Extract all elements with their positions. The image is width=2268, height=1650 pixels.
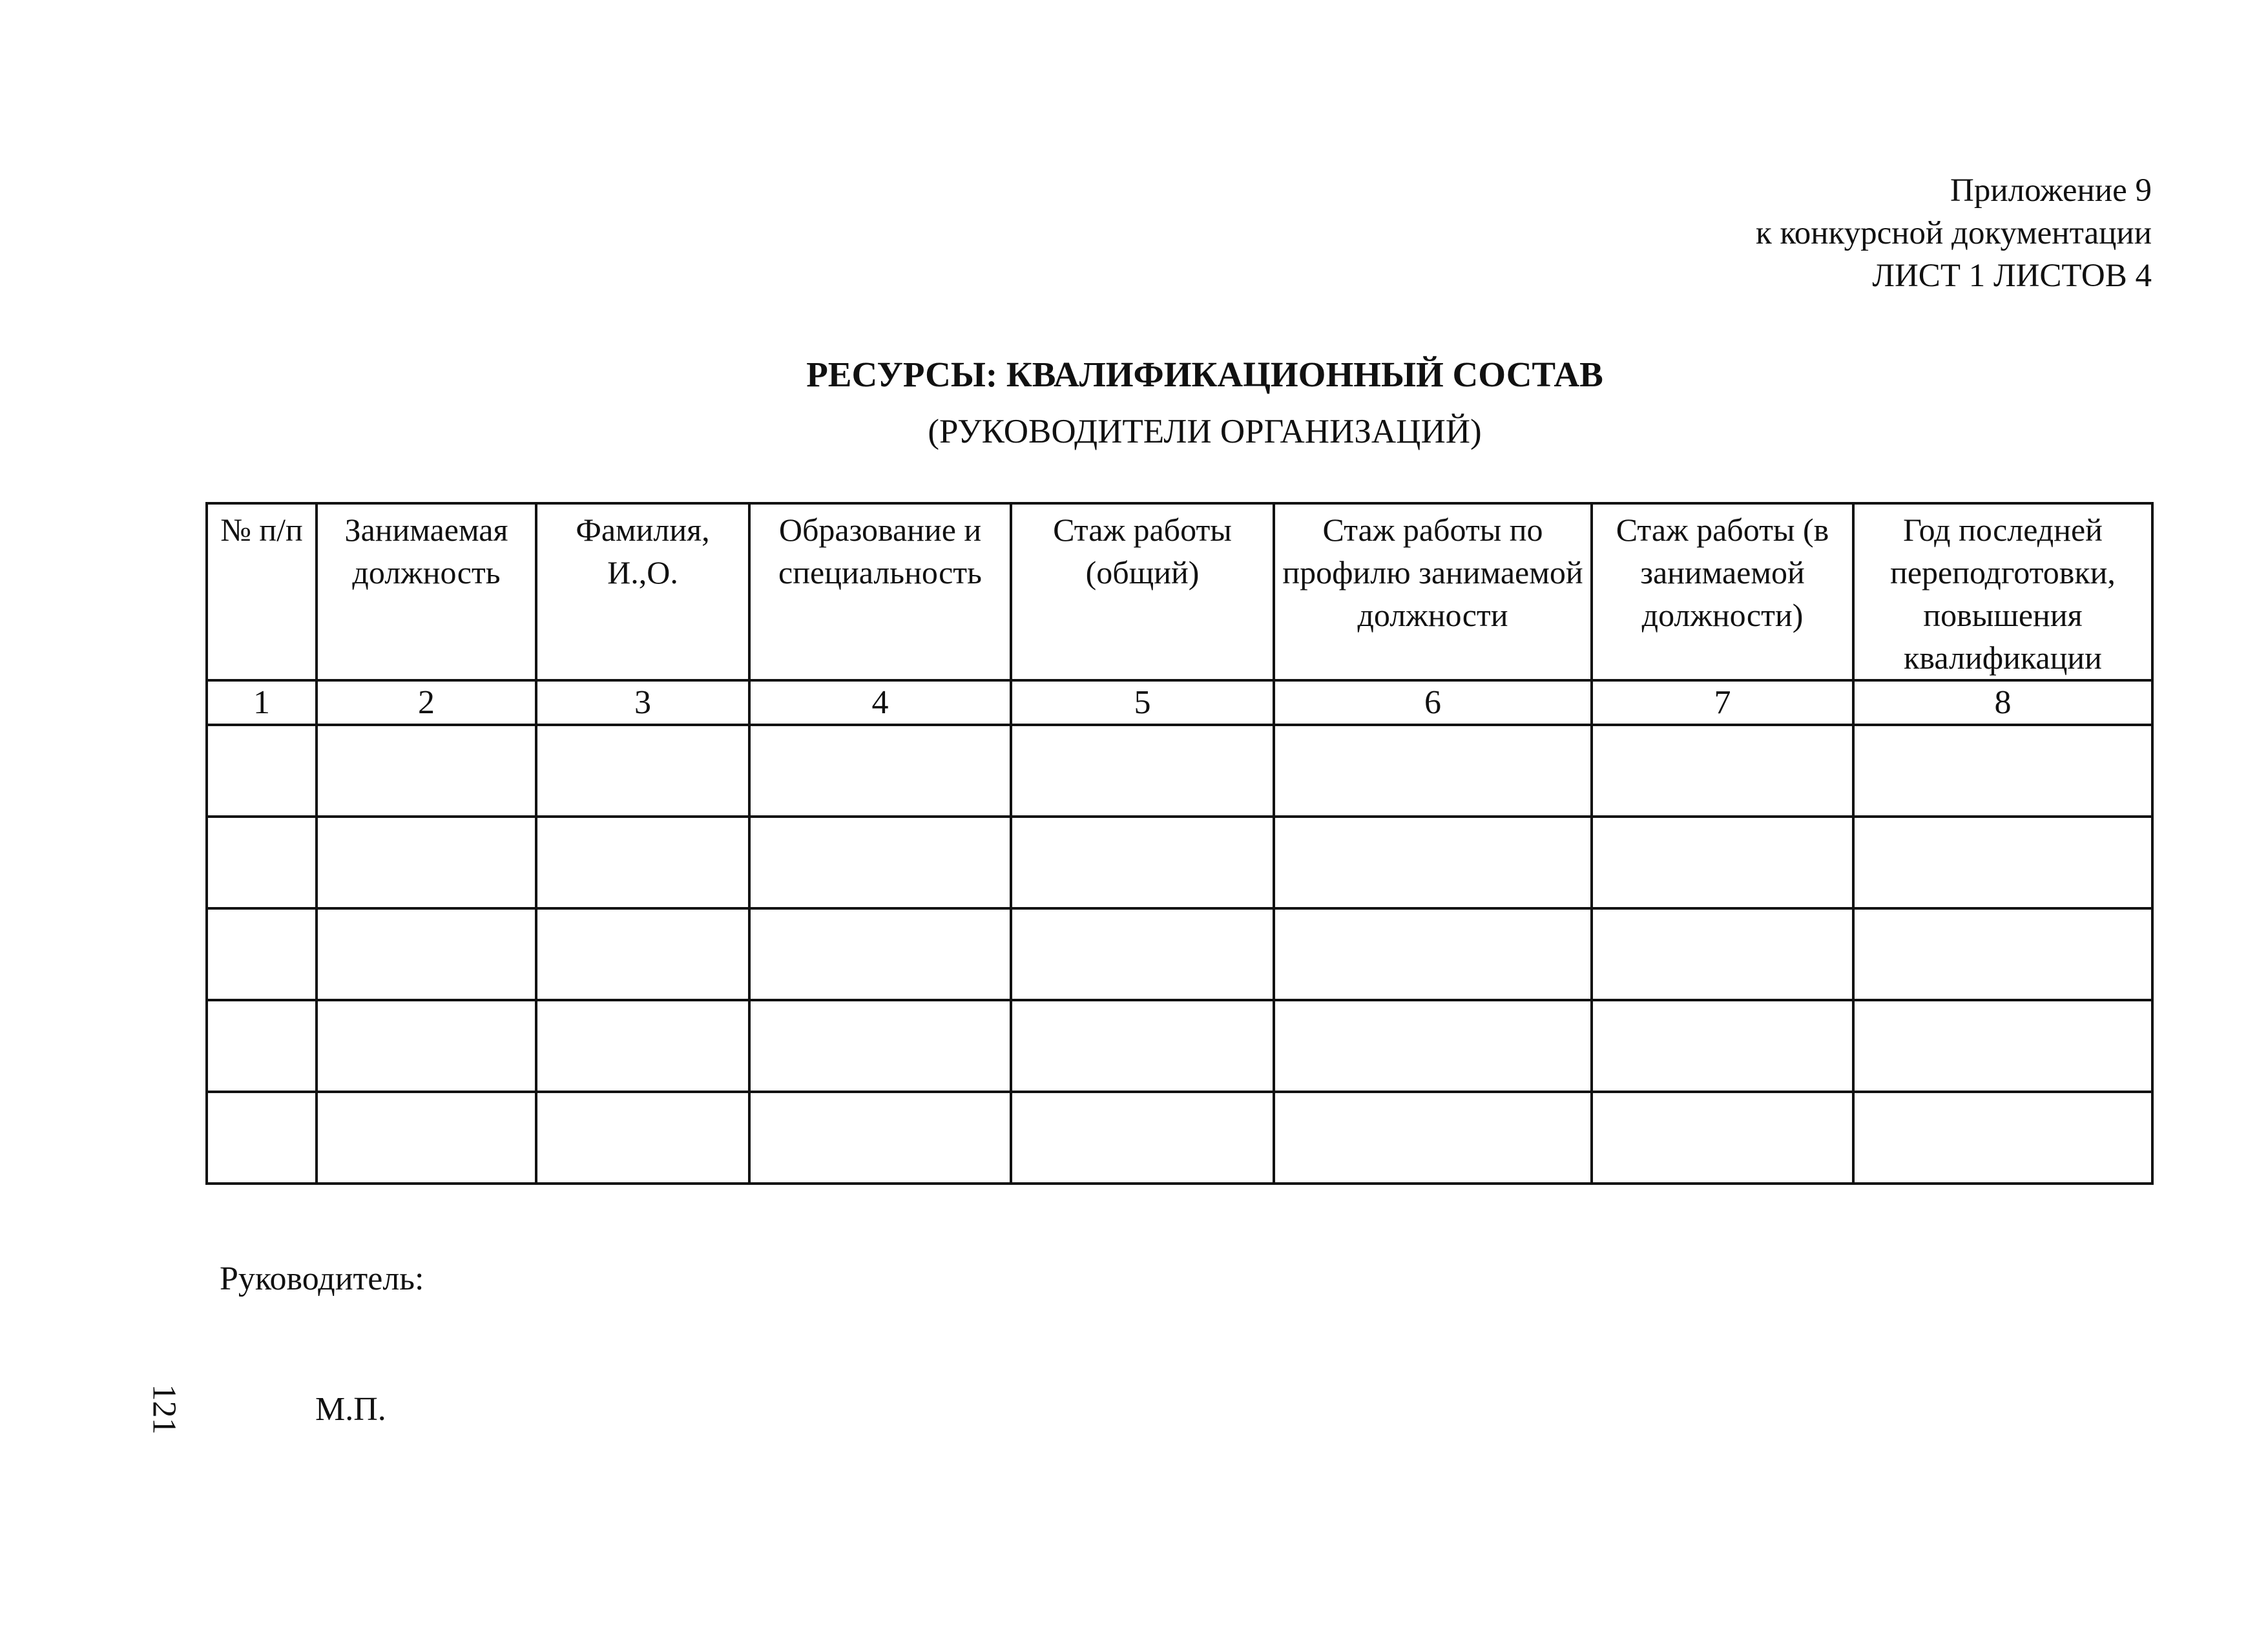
column-header: Фамилия, И.,О. bbox=[536, 503, 749, 680]
table-cell[interactable] bbox=[1592, 725, 1853, 817]
table-cell[interactable] bbox=[536, 817, 749, 908]
column-header: № п/п bbox=[207, 503, 317, 680]
table-cell[interactable] bbox=[207, 817, 317, 908]
table-cell[interactable] bbox=[207, 1092, 317, 1184]
table-cell[interactable] bbox=[536, 1092, 749, 1184]
column-header: Стаж работы по профилю занимаемой должности bbox=[1274, 503, 1592, 680]
table-cell[interactable] bbox=[317, 817, 536, 908]
table-cell[interactable] bbox=[1592, 908, 1853, 1000]
column-header: Стаж работы (общий) bbox=[1011, 503, 1274, 680]
signer-label: Руководитель: bbox=[220, 1260, 424, 1297]
table-cell[interactable] bbox=[1011, 725, 1274, 817]
table-cell[interactable] bbox=[1274, 817, 1592, 908]
table-cell[interactable] bbox=[1592, 1092, 1853, 1184]
column-header: Год последней переподготовки, повышения квалификации bbox=[1853, 503, 2152, 680]
sheet-counter: ЛИСТ 1 ЛИСТОВ 4 bbox=[1872, 258, 2152, 294]
table-cell[interactable] bbox=[1592, 1000, 1853, 1092]
column-header: Образование и специальность bbox=[749, 503, 1011, 680]
table-cell[interactable] bbox=[749, 1092, 1011, 1184]
column-number-row bbox=[207, 680, 2152, 725]
page-number: 121 bbox=[145, 1384, 183, 1435]
table-row bbox=[207, 1000, 2152, 1092]
stamp-label: М.П. bbox=[315, 1391, 386, 1428]
table-cell[interactable] bbox=[1011, 908, 1274, 1000]
table-cell[interactable] bbox=[1853, 908, 2152, 1000]
column-header: Стаж работы (в занимаемой должности) bbox=[1592, 503, 1853, 680]
appendix-reference: к конкурсной документации bbox=[1756, 215, 2152, 251]
table-cell[interactable] bbox=[749, 908, 1011, 1000]
table-cell[interactable] bbox=[1853, 1092, 2152, 1184]
table-cell[interactable] bbox=[536, 908, 749, 1000]
table-cell[interactable] bbox=[207, 1000, 317, 1092]
column-number: 2 bbox=[317, 680, 536, 725]
table-cell[interactable] bbox=[1592, 817, 1853, 908]
appendix-header bbox=[1756, 169, 2152, 297]
table-row bbox=[207, 1092, 2152, 1184]
table-cell[interactable] bbox=[207, 725, 317, 817]
table-header-row bbox=[207, 503, 2152, 680]
table-cell[interactable] bbox=[1011, 1000, 1274, 1092]
column-number: 3 bbox=[536, 680, 749, 725]
table-cell[interactable] bbox=[536, 725, 749, 817]
table-cell[interactable] bbox=[536, 1000, 749, 1092]
document-title: РЕСУРСЫ: КВАЛИФИКАЦИОННЫЙ СОСТАВ bbox=[806, 355, 1603, 394]
table-cell[interactable] bbox=[1011, 817, 1274, 908]
table-cell[interactable] bbox=[317, 908, 536, 1000]
column-number: 1 bbox=[207, 680, 317, 725]
table-cell[interactable] bbox=[749, 725, 1011, 817]
table-cell[interactable] bbox=[1274, 1092, 1592, 1184]
column-number: 5 bbox=[1011, 680, 1274, 725]
table-cell[interactable] bbox=[1853, 817, 2152, 908]
table-cell[interactable] bbox=[1011, 1092, 1274, 1184]
table-cell[interactable] bbox=[1274, 1000, 1592, 1092]
table-cell[interactable] bbox=[1274, 908, 1592, 1000]
table-cell[interactable] bbox=[1853, 725, 2152, 817]
table-cell[interactable] bbox=[749, 1000, 1011, 1092]
table-cell[interactable] bbox=[317, 725, 536, 817]
qualification-table bbox=[205, 502, 2154, 1185]
table-cell[interactable] bbox=[1853, 1000, 2152, 1092]
column-header: Занимаемая должность bbox=[317, 503, 536, 680]
column-number: 8 bbox=[1853, 680, 2152, 725]
table-cell[interactable] bbox=[317, 1000, 536, 1092]
table-row bbox=[207, 817, 2152, 908]
table-cell[interactable] bbox=[207, 908, 317, 1000]
table-cell[interactable] bbox=[1274, 725, 1592, 817]
column-number: 6 bbox=[1274, 680, 1592, 725]
table-row bbox=[207, 725, 2152, 817]
table-cell[interactable] bbox=[317, 1092, 536, 1184]
appendix-number: Приложение 9 bbox=[1950, 172, 2152, 209]
table-cell[interactable] bbox=[749, 817, 1011, 908]
table-row bbox=[207, 908, 2152, 1000]
document-subtitle: (РУКОВОДИТЕЛИ ОРГАНИЗАЦИЙ) bbox=[928, 413, 1482, 450]
column-number: 7 bbox=[1592, 680, 1853, 725]
column-number: 4 bbox=[749, 680, 1011, 725]
